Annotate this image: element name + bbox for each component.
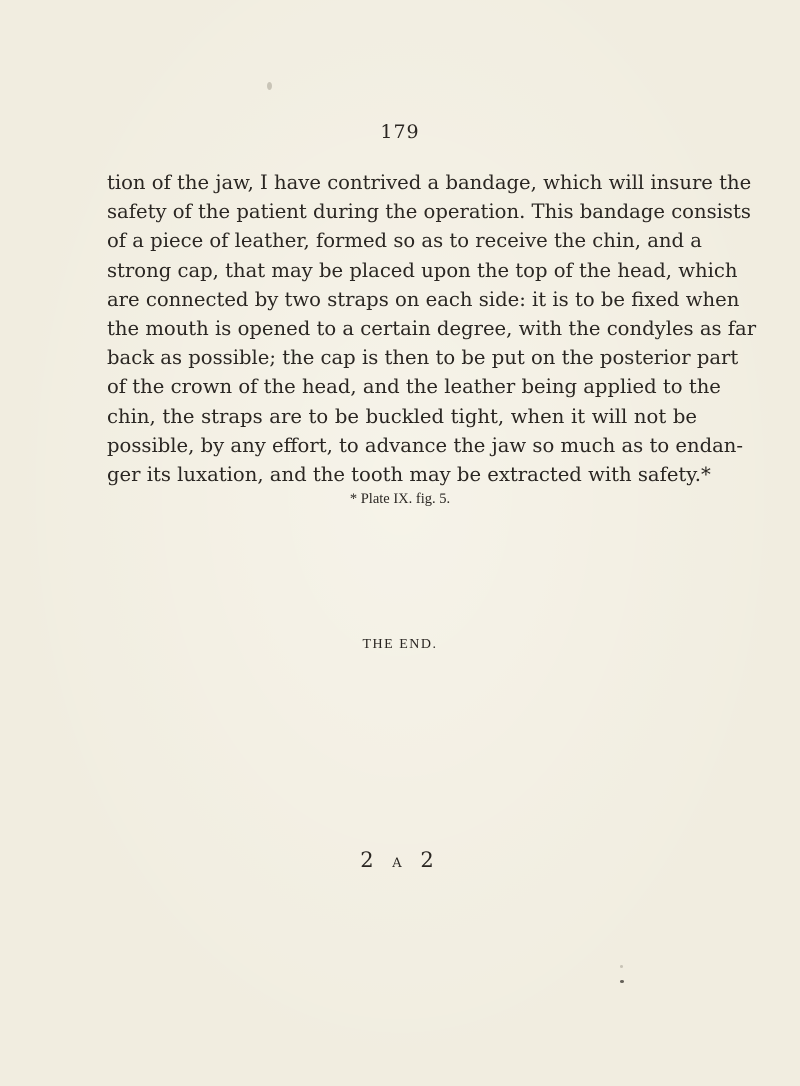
paper-speck [267, 82, 272, 90]
closing-heading: THE END. [362, 637, 438, 652]
body-paragraph [107, 168, 757, 489]
text-line: chin, the straps are to be buckled tight, when it will not be [107, 404, 697, 428]
text-line: of a piece of leather, formed so as to receive the chin, and a [107, 229, 702, 253]
signature-mark [0, 848, 800, 872]
text-line: possible, by any effort, to advance the jaw so much as to endan- [107, 433, 744, 457]
text-line: back as possible; the cap is then to be put on the posterior part [107, 346, 739, 370]
footnote: * Plate IX. fig. 5. [349, 491, 451, 507]
text-line: strong cap, that may be placed upon the top of the head, which [107, 258, 738, 282]
text-line: are connected by two straps on each side: it is to be fixed when [107, 287, 740, 311]
text-line: safety of the patient during the operation. This bandage consists [107, 200, 751, 224]
paper-speck [620, 980, 624, 983]
signature-suffix: 2 [420, 848, 440, 872]
text-line: of the crown of the head, and the leather being applied to the [107, 375, 721, 399]
text-line: the mouth is opened to a certain degree, with the condyles as far [107, 317, 757, 341]
signature-letter: A [392, 856, 408, 871]
paper-speck [620, 965, 623, 968]
signature-prefix: 2 [360, 848, 380, 872]
text-line: ger its luxation, and the tooth may be extracted with safety.* [107, 463, 711, 487]
page-number: 179 [380, 121, 420, 143]
text-line: tion of the jaw, I have contrived a bandage, which will insure the [107, 171, 752, 194]
